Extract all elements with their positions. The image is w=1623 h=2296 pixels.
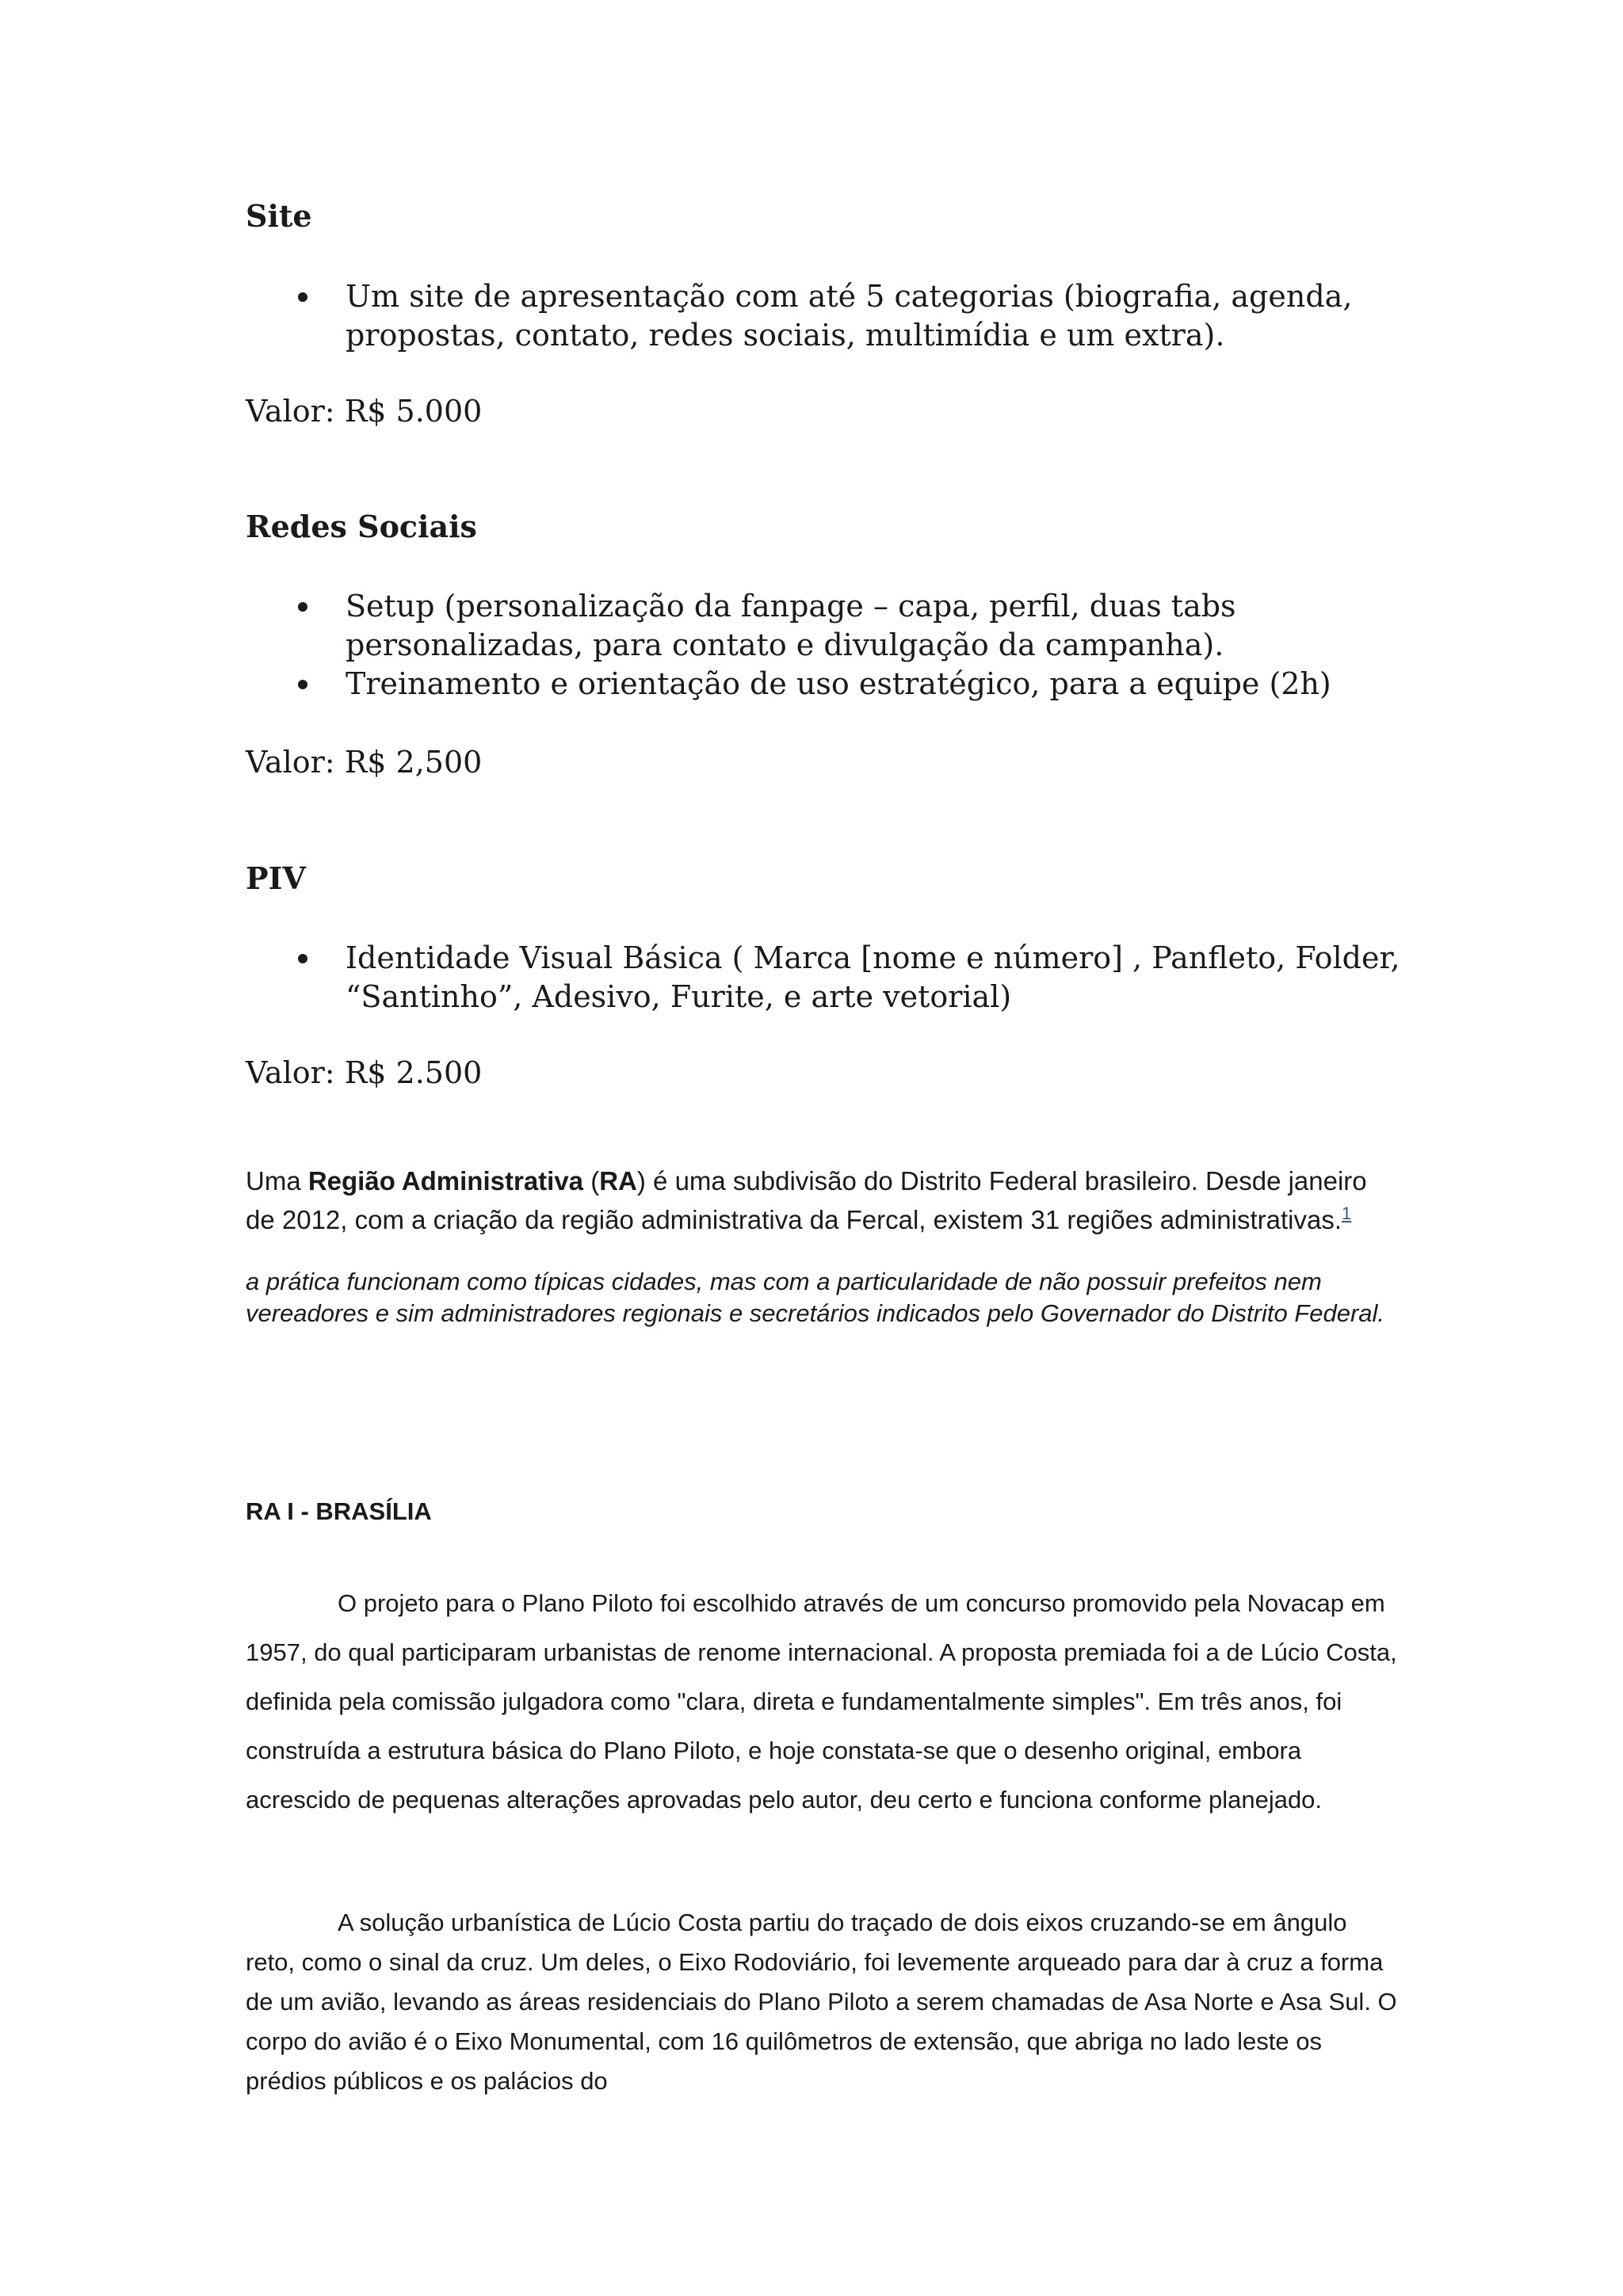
piv-heading: PIV bbox=[246, 860, 306, 896]
list-item-text: Setup (personalização da fanpage – capa, perfil, duas tabs personalizadas, para contato e divulgação da campanha). bbox=[346, 589, 1236, 662]
social-heading: Redes Sociais bbox=[246, 509, 477, 544]
ra-open-paren: ( bbox=[583, 1166, 600, 1196]
brasilia-paragraph-2: A solução urbanística de Lúcio Costa partiu do traçado de dois eixos cruzando-se em ângulo reto, como o sinal da cruz. Um deles, o Eixo Rodoviário, foi levemente arqueado para dar à cruz a forma de um avião, levando as áreas residenciais do Plano Piloto a serem chamadas de Asa Norte e Asa Sul. O corpo do avião é o Eixo Monumental, com 16 quilômetros de extensão, que abriga no lado leste os prédios públicos e os palácios do bbox=[246, 1909, 1397, 2095]
ra-intro-paragraph bbox=[246, 1165, 1395, 1236]
piv-value: Valor: R$ 2.500 bbox=[246, 1055, 483, 1090]
ra-term: Região Administrativa bbox=[307, 1166, 584, 1196]
brasilia-paragraph-1: O projeto para o Plano Piloto foi escolhido através de um concurso promovido pela Novacap em 1957, do qual participaram urbanistas de renome internacional. A proposta premiada foi a de Lúcio Costa, definida pela comissão julgadora como "clara, direta e fundamentalmente simples". Em três anos, foi construída a estrutura básica do Plano Piloto, e hoje constata-se que o desenho original, embora acrescido de pequenas alterações aprovadas pelo autor, deu certo e funciona conforme planejado. bbox=[246, 1589, 1397, 1814]
list-item bbox=[246, 587, 1411, 665]
list-item-text: Treinamento e orientação de uso estratégico, para a equipe (2h) bbox=[346, 666, 1331, 701]
bullet-icon bbox=[298, 292, 307, 302]
social-bullet-list bbox=[246, 587, 1411, 704]
footnote-link[interactable]: 1 bbox=[1342, 1203, 1352, 1223]
site-value: Valor: R$ 5.000 bbox=[246, 394, 483, 429]
bullet-icon bbox=[298, 954, 307, 963]
piv-bullet-list bbox=[246, 939, 1411, 1016]
ra-abbr: RA bbox=[599, 1166, 637, 1196]
list-item bbox=[246, 277, 1411, 355]
list-item bbox=[246, 939, 1411, 1016]
site-bullet-list bbox=[246, 277, 1411, 355]
list-item-text: Identidade Visual Básica ( Marca [nome e número] , Panfleto, Folder, “Santinho”, Adesivo, Furite, e arte vetorial) bbox=[346, 940, 1400, 1014]
bullet-icon bbox=[298, 602, 307, 612]
site-heading: Site bbox=[246, 198, 312, 234]
brasilia-heading: RA I - BRASÍLIA bbox=[246, 1497, 432, 1525]
list-item bbox=[246, 665, 1411, 704]
ra-intro-prefix: Uma bbox=[246, 1166, 308, 1196]
list-item-text: Um site de apresentação com até 5 categorias (biografia, agenda, propostas, contato, redes sociais, multimídia e um extra). bbox=[346, 279, 1353, 353]
ra-italic-note: a prática funcionam como típicas cidades, mas com a particularidade de não possuir prefeitos nem vereadores e sim administradores regionais e secretários indicados pelo Governador do Distrito Federal. bbox=[246, 1268, 1385, 1327]
social-value: Valor: R$ 2,500 bbox=[246, 745, 483, 780]
bullet-icon bbox=[298, 680, 307, 689]
ra-intro-rest: ) é uma subdivisão do Distrito Federal brasileiro. Desde janeiro de 2012, com a criação da região administrativa da Fercal, existem 31 regiões administrativas. bbox=[246, 1166, 1367, 1234]
